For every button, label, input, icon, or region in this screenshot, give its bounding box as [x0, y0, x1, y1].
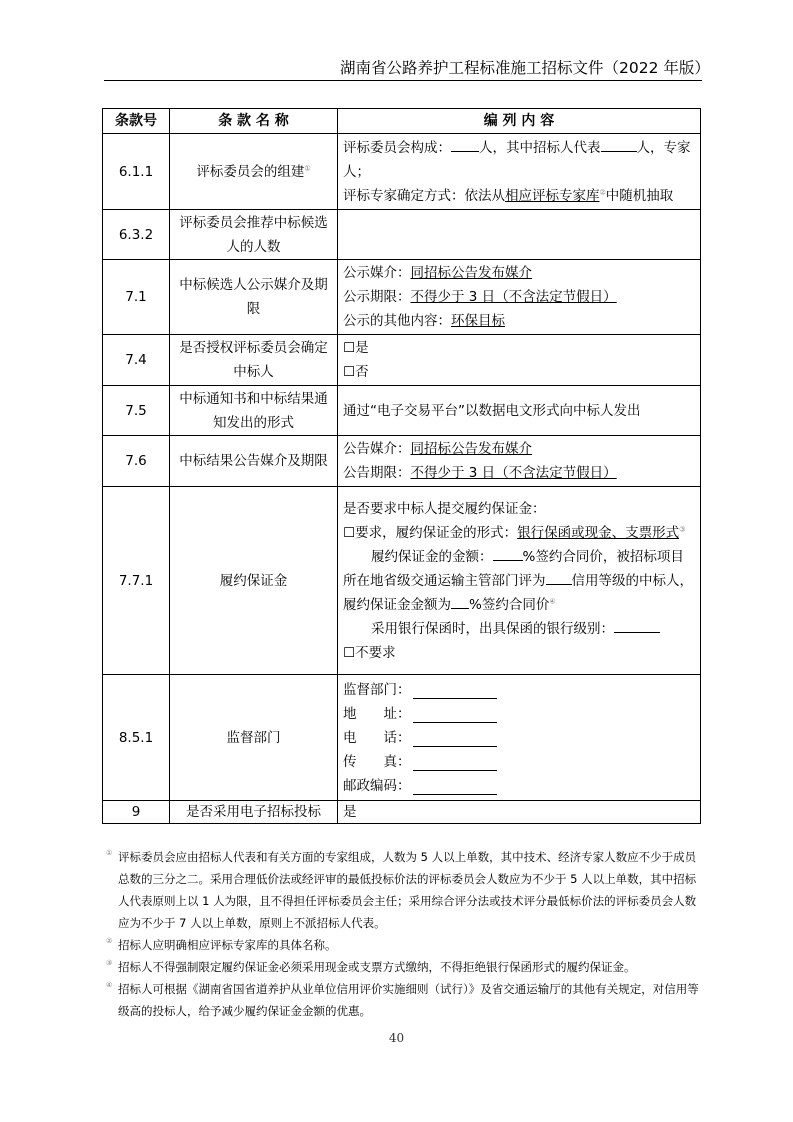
footnote-mark: ②: [106, 937, 113, 945]
clause-name: 是否采用电子招标投标: [170, 801, 338, 824]
contact-field-address: [343, 702, 696, 726]
content-text: %签约合同价: [469, 596, 550, 613]
footnote: [106, 846, 702, 934]
fill-blank: [413, 729, 497, 747]
content-line: [343, 285, 696, 309]
clause-number: 9: [103, 801, 170, 824]
footnote-text: 招标人应明确相应评标专家库的具体名称。: [118, 938, 337, 952]
content-text: 采用银行保函时，出具保函的银行级别：: [371, 620, 614, 637]
content-text: 公示期限：: [343, 289, 411, 305]
content-line: [343, 545, 696, 617]
content-text: 公示的其他内容：: [343, 313, 451, 329]
content-line: 是否要求中标人提交履约保证金：: [343, 500, 546, 517]
checkbox-option-required[interactable]: ☐要求，履约保证金的形式：: [343, 524, 518, 541]
fill-blank: [413, 681, 497, 699]
field-label: 地 址：: [343, 705, 411, 722]
contact-field-postcode: [343, 774, 696, 798]
content-line: [343, 521, 696, 545]
contact-field-fax: [343, 750, 696, 774]
fill-blank: [451, 594, 469, 609]
clause-content: [338, 134, 701, 210]
clause-number: 7.1: [103, 260, 170, 335]
underlined-text: 同招标公告发布媒介: [410, 265, 532, 281]
clause-content: [338, 436, 701, 487]
clause-name: 评标委员会推荐中标候选人的人数: [170, 210, 338, 260]
fill-blank: [601, 137, 637, 152]
contact-field-phone: [343, 726, 696, 750]
content-line: [343, 184, 696, 208]
content-text: 信用等级的中标人，履约保证金金额为: [343, 572, 693, 613]
underlined-text: 同招标公告发布媒介: [410, 441, 532, 457]
footnote-ref: ③: [679, 525, 686, 533]
fill-blank: [413, 777, 497, 795]
content-line: [343, 136, 696, 184]
clause-name: [170, 134, 338, 210]
footnote: [106, 956, 702, 978]
clause-number: 6.1.1: [103, 134, 170, 210]
tender-data-table: [102, 108, 701, 824]
col-header-clause-name: 条 款 名 称: [170, 109, 338, 134]
footnote-mark: ③: [106, 959, 113, 967]
content-line: [343, 461, 696, 485]
clause-name: 是否授权评标委员会确定中标人: [170, 335, 338, 386]
field-label: 电 话：: [343, 729, 411, 746]
page-number: 40: [388, 1031, 405, 1045]
content-text: 公告期限：: [343, 465, 411, 481]
content-text: 中随机抽取: [605, 187, 674, 204]
footnote-text: 评标委员会应由招标人代表和有关方面的专家组成，人数为 5 人以上单数，其中技术、经济专家人数应不少于成员总数的三分之二。采用合理低价法或经评审的最低投标价法的评标委员会人数应为不少于 5 人以上单数，其中招标人代表原则上以 1 人为限，且不得担任评标委员会主任；采用综合评分法或技术评分最低标价法的评标委员会人数应为不少于 7 人以上单数，原则上不派招标人代表。: [118, 850, 697, 930]
footnote-ref: ②: [599, 188, 606, 196]
table-header-row: [103, 109, 701, 134]
field-label: 监督部门：: [343, 681, 411, 698]
underlined-text: 不得少于 3 日（不含法定节假日）: [410, 289, 617, 305]
table-row: [103, 386, 701, 436]
fill-blank: [546, 570, 572, 585]
footnotes: [106, 846, 702, 1022]
fill-blank: [614, 618, 660, 633]
field-label: 邮政编码：: [343, 777, 411, 794]
clause-number: 8.5.1: [103, 675, 170, 801]
table-row: [103, 436, 701, 487]
footnote-text: 招标人不得强制限定履约保证金必须采用现金或支票方式缴纳，不得拒绝银行保函形式的履约保证金。: [118, 960, 636, 974]
clause-content: [338, 260, 701, 335]
content-line: [343, 261, 696, 285]
clause-name-text: 评标委员会的组建: [196, 163, 305, 180]
clause-content: [338, 335, 701, 386]
col-header-clause-no: 条款号: [103, 109, 170, 134]
content-text: %签约合同价，被招标项目所在地省级交通运输主管部门评为: [343, 548, 684, 589]
fill-blank: [413, 705, 497, 723]
footnote-mark: ④: [106, 981, 113, 989]
clause-number: 7.6: [103, 436, 170, 487]
clause-name: 中标候选人公示媒介及期限: [170, 260, 338, 335]
content-text: 履约保证金的金额：: [371, 548, 493, 565]
underlined-text: 不得少于 3 日（不含法定节假日）: [410, 465, 617, 481]
content-text: 评标委员会构成：: [343, 139, 451, 156]
checkbox-option-yes[interactable]: ☐是: [343, 340, 369, 356]
underlined-text: 相应评标专家库: [505, 187, 600, 204]
table-row: [103, 134, 701, 210]
content-text: 公示媒介：: [343, 265, 411, 281]
footnote-mark: ①: [106, 849, 113, 857]
checkbox-option-no[interactable]: ☐否: [343, 364, 369, 380]
fill-blank: [413, 753, 497, 771]
col-header-content: 编 列 内 容: [338, 109, 701, 134]
content-line: [343, 437, 696, 461]
footnote-text: 招标人可根据《湖南省国省道养护从业单位信用评价实施细则（试行）》及省交通运输厅的其他有关规定，对信用等级高的投标人，给予减少履约保证金金额的优惠。: [118, 982, 699, 1018]
fill-blank: [451, 137, 479, 152]
content-line: [343, 617, 696, 641]
content-text: 人，其中招标人代表: [479, 139, 601, 156]
clause-content: 是: [338, 801, 701, 824]
clause-number: 7.7.1: [103, 487, 170, 675]
document-header-title: 湖南省公路养护工程标准施工招标文件（2022 年版）: [340, 59, 710, 77]
header-rule: [104, 80, 702, 81]
clause-number: 7.4: [103, 335, 170, 386]
underlined-text: 环保目标: [451, 313, 505, 329]
clause-name: 中标结果公告媒介及期限: [170, 436, 338, 487]
checkbox-option-not-required[interactable]: ☐不要求: [343, 644, 396, 661]
clause-content: [338, 675, 701, 801]
table-row: [103, 210, 701, 260]
clause-number: 6.3.2: [103, 210, 170, 260]
content-text: 人，专家人；: [343, 139, 691, 180]
table-row: [103, 801, 701, 824]
clause-name: 中标通知书和中标结果通知发出的形式: [170, 386, 338, 436]
clause-content: 通过“电子交易平台”以数据电文形式向中标人发出: [338, 386, 701, 436]
table-row: [103, 487, 701, 675]
clause-name: 监督部门: [170, 675, 338, 801]
clause-content: [338, 487, 701, 675]
clause-content: [338, 210, 701, 260]
content-text: 公告媒介：: [343, 441, 411, 457]
fill-blank: [493, 546, 523, 561]
table-row: [103, 335, 701, 386]
clause-name: 履约保证金: [170, 487, 338, 675]
field-label: 传 真：: [343, 753, 411, 770]
content-text: 评标专家确定方式：依法从: [343, 187, 505, 204]
footnote: [106, 978, 702, 1022]
underlined-text: 银行保函或现金、支票形式: [517, 524, 680, 541]
table-row: [103, 675, 701, 801]
footnote-ref: ④: [549, 597, 556, 605]
footnote-ref: ①: [304, 164, 311, 172]
content-line: [343, 309, 696, 333]
table-row: [103, 260, 701, 335]
contact-field-department: [343, 678, 696, 702]
footnote: [106, 934, 702, 956]
clause-number: 7.5: [103, 386, 170, 436]
